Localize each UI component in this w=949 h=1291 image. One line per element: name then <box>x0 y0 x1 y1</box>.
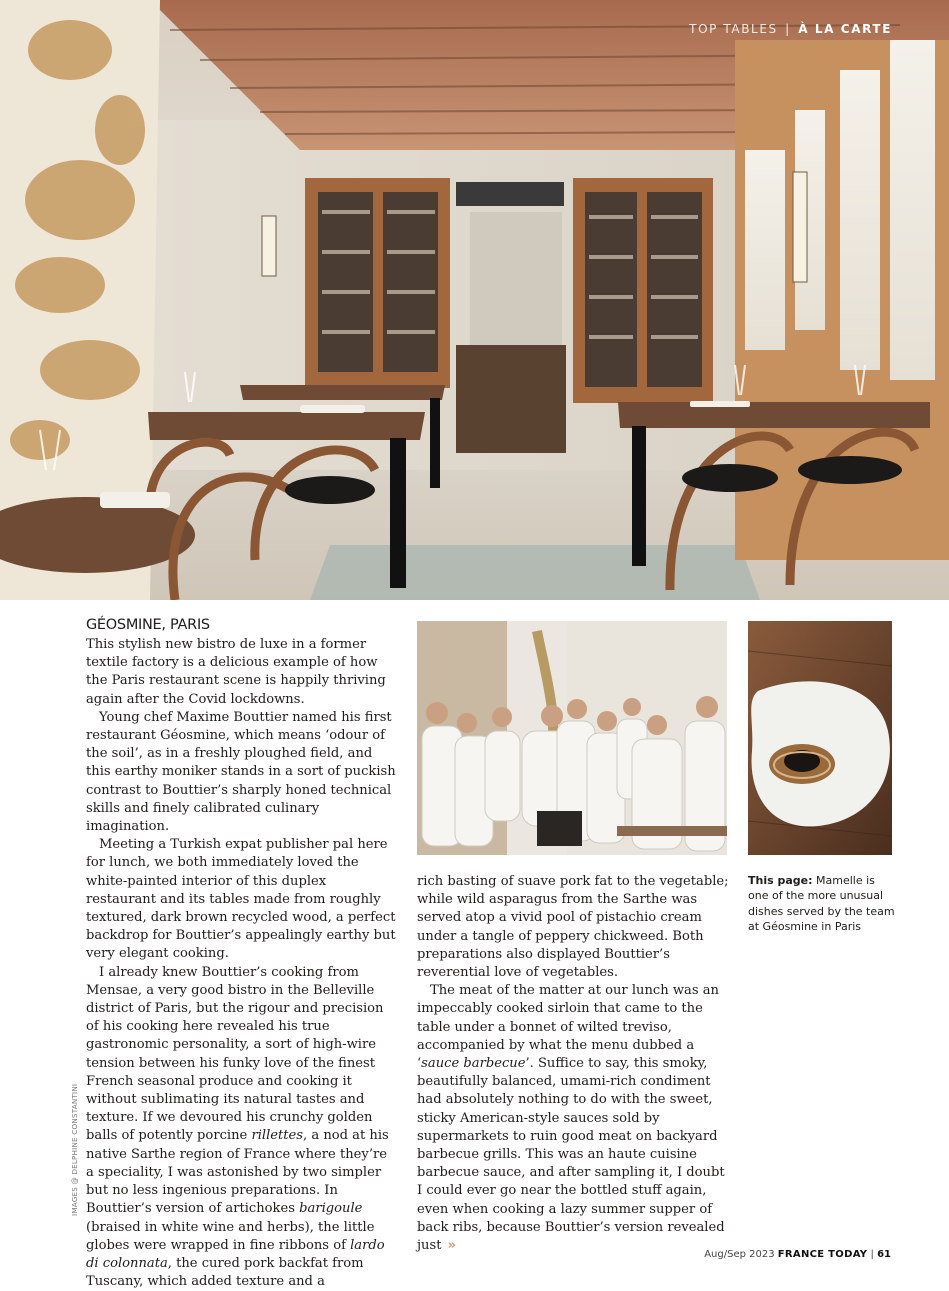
continue-arrow-icon: » <box>447 1238 456 1254</box>
article-paragraph-5 <box>417 982 729 1255</box>
caption-text: Mamelle is one of the more unusual dishes served by the team at Géosmine in Paris <box>748 874 895 933</box>
p4-italic-rillettes: rillettes <box>251 1128 304 1144</box>
folio-issue: Aug/Sep 2023 <box>704 1249 775 1260</box>
folio-page-number: 61 <box>877 1249 891 1260</box>
dish-photo-illustration <box>748 621 892 855</box>
section-tag-part2: À LA CARTE <box>798 22 892 36</box>
article-paragraph-1: This stylish new bistro de luxe in a former textile factory is a delicious example of how the Paris restaurant scene is happily thriving again after the Covid lockdowns. <box>86 637 386 707</box>
team-photo-illustration <box>417 621 727 855</box>
article-paragraph-4-continued <box>417 873 729 982</box>
p4-text-c: (braised in white wine and herbs), the little globes were wrapped in fine ribbons of <box>86 1219 375 1253</box>
p5-text-b: ’. Suffice to say, this smoky, beautifully balanced, umami-rich condiment had absolutely nothing to do with the sweet, sticky American-style sauces sold by supermarkets to ruin good meat on backyard barbecue grills. This was an haute cuisine barbecue sauce, and after sampling it, I doubt I could ever go near the bottled stuff again, even when cooking a lazy summer supper of back ribs, because Bouttier’s version revealed just <box>417 1056 725 1254</box>
p4-text-d-col1: , the cured pork backfat from Tuscany, which added texture and a <box>86 1255 364 1290</box>
caption-lead: This page: <box>748 874 813 887</box>
p4-italic-lardo: lardo di colonnata <box>86 1237 385 1271</box>
p5-italic-sauce-barbecue: sauce barbecue <box>421 1056 526 1072</box>
photo-kitchen-team <box>417 621 727 855</box>
folio-separator: | <box>870 1249 874 1260</box>
folio-magazine: FRANCE TODAY <box>777 1249 868 1260</box>
article-paragraph-2: Young chef Maxime Bouttier named his first restaurant Géosmine, which means ‘odour of the soil’, as in a freshly ploughed field, and this earthy moniker stands in a sort of puckish contrast to Bouttier’s sharply honed technical skills and finely calibrated culinary imagination. <box>86 709 396 835</box>
photo-caption <box>748 873 898 934</box>
p4-italic-barigoule: barigoule <box>299 1201 363 1217</box>
article-paragraph-4 <box>86 964 398 1291</box>
article-column-2 <box>417 873 729 1255</box>
hero-photo-illustration <box>0 0 949 600</box>
p4-text-a: I already knew Bouttier’s cooking from Mensae, a very good bistro in the Belleville district of Paris, but the rigour and precision of his cooking here revealed his true gastronomic personality, a sort of high-wire tension between his funky love of the finest French seasonal produce and cooking it without sublimating its natural tastes and texture. If we devoured his crunchy golden balls of potently porcine <box>86 964 384 1144</box>
article-paragraph-3: Meeting a Turkish expat publisher pal here for lunch, we both immediately loved the white-painted interior of this duplex restaurant and its tables made from roughly textured, dark brown recycled wood, a perfect backdrop for Bouttier’s appealingly earthy but very elegant cooking. <box>86 837 396 962</box>
article-column-1 <box>86 616 398 1291</box>
article-headline: GÉOSMINE, PARIS <box>86 617 210 633</box>
photo-mamelle-dish <box>748 621 892 855</box>
p4-text-d-col2: rich basting of suave pork fat to the vegetable; while wild asparagus from the Sarthe was served atop a vivid pool of pistachio cream under a tangle of peppery chickweed. Both preparations also displayed Bouttier’s reverential love of vegetables. <box>417 874 729 981</box>
hero-photo-restaurant-interior <box>0 0 949 600</box>
section-tag-separator: | <box>785 22 791 36</box>
section-tag-part1: TOP TABLES <box>689 22 778 36</box>
photo-credit: IMAGES @ DELPHINE CONSTANTINI <box>70 1083 79 1216</box>
page-folio <box>704 1249 891 1260</box>
p5-text-a: The meat of the matter at our lunch was an impeccably cooked sirloin that came to the table under a bonnet of wilted treviso, accompanied by what the menu dubbed a ‘ <box>417 983 719 1072</box>
section-tag <box>689 22 892 36</box>
p4-text-b: , a nod at his native Sarthe region of France where they’re a speciality, I was astonished by two simpler but no less ingenious preparations. In Bouttier’s version of artichokes <box>86 1128 389 1217</box>
